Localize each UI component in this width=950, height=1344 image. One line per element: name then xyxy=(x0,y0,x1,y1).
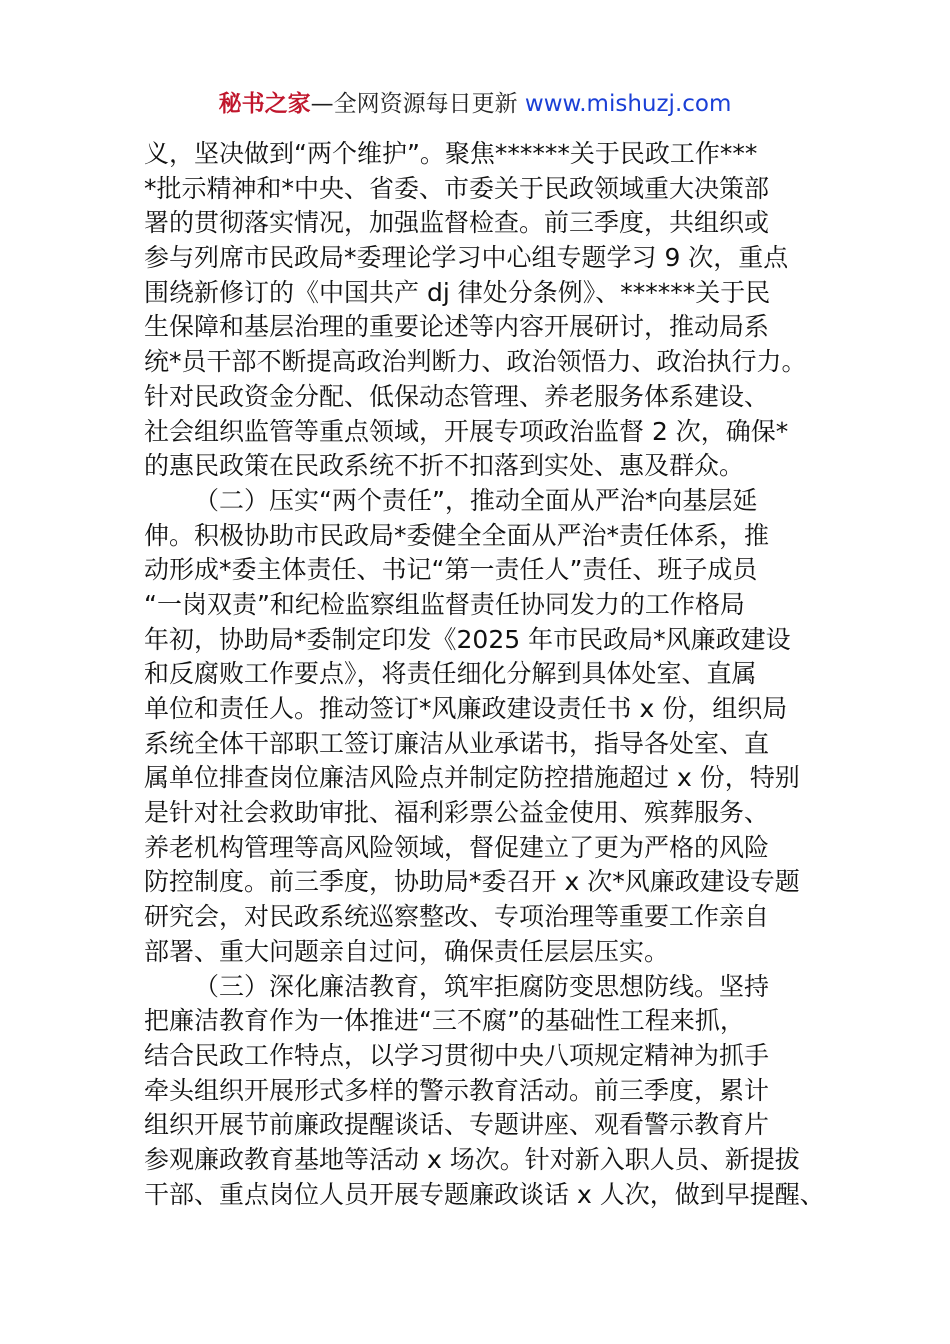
text-line: 社会组织监管等重点领域，开展专项政治监督 2 次，确保* xyxy=(144,416,789,446)
text-line: 养老机构管理等高风险领域，督促建立了更为严格的风险 xyxy=(144,832,770,862)
text-line: 义，坚决做到“两个维护”。聚焦******关于民政工作*** xyxy=(144,139,758,168)
site-url-link[interactable]: www.mishuzj.com xyxy=(524,91,732,117)
text-line: 部署、重大问题亲自过问，确保责任层层压实。 xyxy=(144,936,670,966)
text-line: 系统全体干部职工签订廉洁从业承诺书，指导各处室、直 xyxy=(144,728,770,758)
site-slogan: —全网资源每日更新 xyxy=(310,91,525,117)
text-line: 和反腐败工作要点》，将责任细化分解到具体处室、直属 xyxy=(144,659,757,689)
site-header xyxy=(0,86,950,122)
text-line: 署的贯彻落实情况，加强监督检查。前三季度，共组织或 xyxy=(144,208,770,238)
text-line: 结合民政工作特点，以学习贯彻中央八项规定精神为抓手 xyxy=(144,1040,770,1070)
text-line: 研究会，对民政系统巡察整改、专项治理等重要工作亲自 xyxy=(144,902,770,932)
text-line: 组织开展节前廉政提醒谈话、专题讲座、观看警示教育片 xyxy=(144,1110,770,1140)
site-brand: 秘书之家 xyxy=(218,91,311,117)
text-line: 属单位排查岗位廉洁风险点并制定防控措施超过 x 份，特别 xyxy=(144,763,800,793)
text-line: 统*员干部不断提高政治判断力、政治领悟力、政治执行力。 xyxy=(144,347,807,377)
text-line: 针对民政资金分配、低保动态管理、养老服务体系建设、 xyxy=(144,381,770,411)
text-line: 参与列席市民政局*委理论学习中心组专题学习 9 次，重点 xyxy=(144,243,789,273)
text-line: 防控制度。前三季度，协助局*委召开 x 次*风廉政建设专题 xyxy=(144,867,800,897)
text-line: 的惠民政策在民政系统不折不扣落到实处、惠及群众。 xyxy=(144,451,745,481)
text-line: 把廉洁教育作为一体推进“三不腐”的基础性工程来抓， xyxy=(144,1006,745,1036)
section-heading-line: （三）深化廉洁教育，筑牢拒腐防变思想防线。坚持 xyxy=(194,971,770,1001)
text-line: 动形成*委主体责任、书记“第一责任人”责任、班子成员 xyxy=(144,555,758,585)
text-line: 生保障和基层治理的重要论述等内容开展研讨，推动局系 xyxy=(144,312,770,342)
text-line: *批示精神和*中央、省委、市委关于民政领域重大决策部 xyxy=(144,173,770,203)
text-line: 围绕新修订的《中国共产 dj 律处分条例》、******关于民 xyxy=(144,277,771,307)
text-line: 牵头组织开展形式多样的警示教育活动。前三季度，累计 xyxy=(144,1075,770,1105)
text-line: 年初，协助局*委制定印发《2025 年市民政局*风廉政建设 xyxy=(144,624,791,654)
section-heading-line: （二）压实“两个责任”，推动全面从严治*向基层延 xyxy=(194,485,758,515)
text-line: 参观廉政教育基地等活动 x 场次。针对新入职人员、新提拔 xyxy=(144,1144,800,1174)
text-line: 伸。积极协助市民政局*委健全全面从严治*责任体系，推 xyxy=(144,520,770,550)
text-line: 干部、重点岗位人员开展专题廉政谈话 x 人次，做到早提醒、 xyxy=(144,1179,825,1209)
text-line: 是针对社会救助审批、福利彩票公益金使用、殡葬服务、 xyxy=(144,798,770,828)
text-line: “一岗双责”和纪检监察组监督责任协同发力的工作格局 xyxy=(144,589,745,619)
text-line: 单位和责任人。推动签订*风廉政建设责任书 x 份，组织局 xyxy=(144,694,788,723)
document-body xyxy=(144,137,824,1212)
